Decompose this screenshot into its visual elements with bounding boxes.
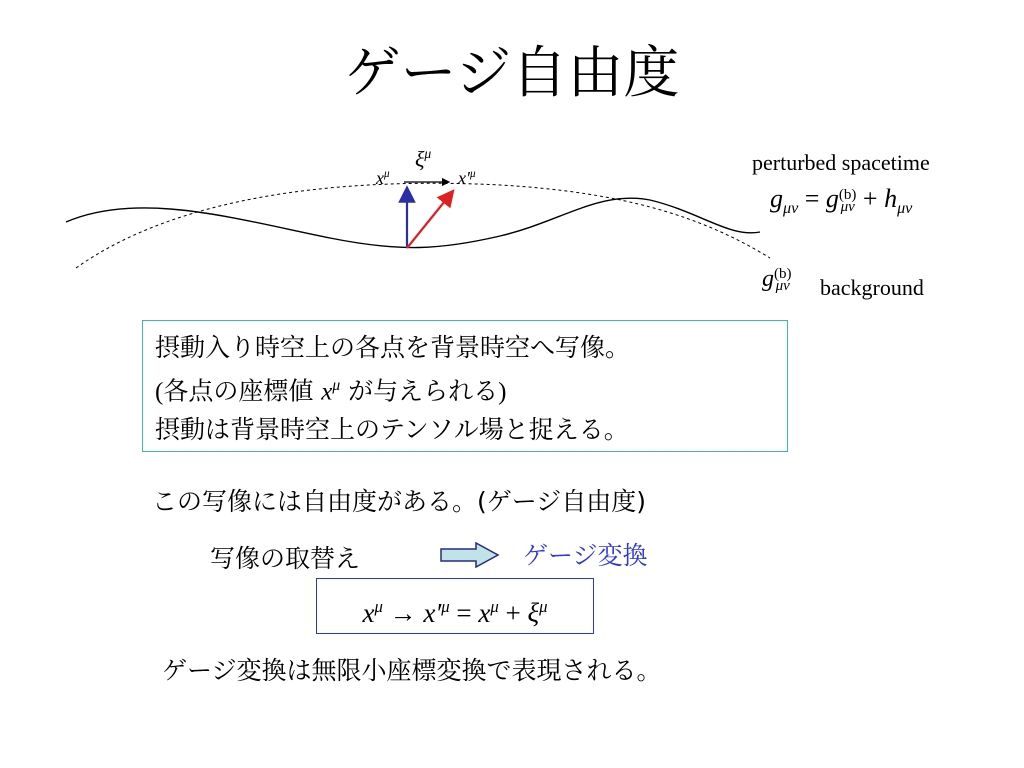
box-line-3: 摂動は背景時空上のテンソル場と捉える。 (155, 415, 629, 445)
gauge-freedom-statement: この写像には自由度がある。(ゲージ自由度) (152, 487, 647, 516)
x-mu-label: $x^\mu$ (376, 168, 390, 188)
mapping-explanation-box (142, 320, 788, 452)
gauge-transform-label: ゲージ変換 (523, 541, 648, 570)
metric-equation: $g_{\mu\nu} = g(b)$ $\mu\nu + h_{\mu\nu}$ (770, 184, 913, 218)
perturbed-spacetime-label: perturbed spacetime (752, 150, 930, 175)
xi-label: $\xi^\mu$ (415, 146, 432, 172)
box-line-1: 摂動入り時空上の各点を背景時空へ写像。 (155, 333, 631, 362)
box-line-2: (各点の座標値 $x^\mu$ が与えられる) (155, 376, 507, 406)
gauge-transform-formula: $x^\mu \to x'^\mu = x^\mu + \xi^\mu$ (316, 578, 594, 634)
x-prime-mu-label: $x'^\mu$ (458, 168, 476, 188)
slide-title: ゲージ自由度 (344, 41, 680, 106)
background-label: background (820, 275, 924, 300)
block-arrow-icon (440, 542, 500, 568)
red-arrow (407, 196, 449, 248)
remap-label: 写像の取替え (210, 544, 361, 573)
background-curve (76, 183, 770, 268)
background-metric: g(b) μν (762, 266, 792, 295)
conclusion-statement: ゲージ変換は無限小座標変換で表現される。 (162, 656, 662, 685)
